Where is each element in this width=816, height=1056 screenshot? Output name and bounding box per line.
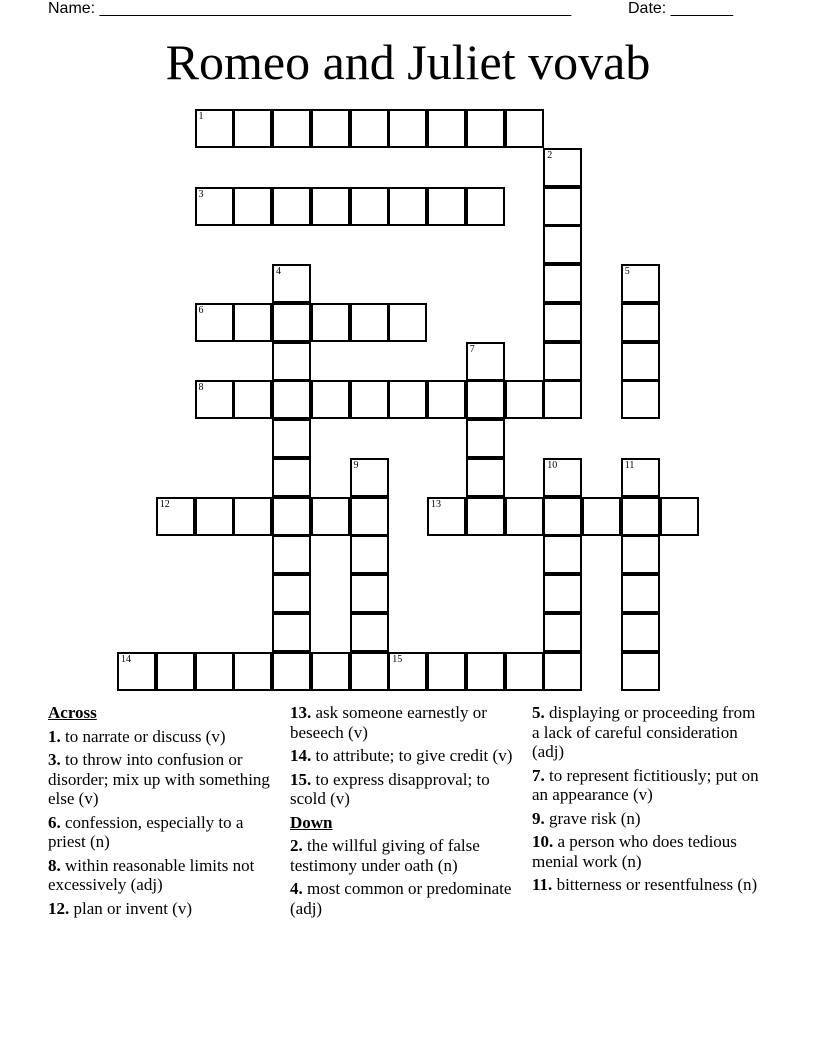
grid-cell[interactable]	[311, 380, 350, 419]
grid-cell[interactable]	[233, 652, 272, 691]
clue-text: to express disapproval; to scold (v)	[290, 769, 490, 808]
grid-cell[interactable]	[311, 187, 350, 226]
date-field-label: Date: _______	[628, 0, 733, 17]
grid-cell[interactable]	[543, 535, 582, 574]
grid-cell[interactable]	[272, 380, 311, 419]
grid-cell[interactable]	[195, 652, 234, 691]
grid-cell[interactable]	[350, 574, 389, 613]
grid-cell[interactable]	[311, 109, 350, 148]
clue-number: 15	[392, 653, 403, 665]
clue-number: 7	[469, 343, 475, 355]
grid-cell[interactable]	[543, 148, 582, 187]
grid-cell[interactable]	[350, 652, 389, 691]
clue-item	[532, 875, 760, 895]
grid-cell[interactable]	[582, 497, 621, 536]
grid-cell[interactable]	[621, 613, 660, 652]
clue-item	[532, 832, 760, 871]
grid-cell[interactable]	[195, 303, 234, 342]
grid-cell[interactable]	[272, 342, 311, 381]
clues-column-2	[290, 703, 518, 922]
grid-cell[interactable]	[543, 264, 582, 303]
section-heading: Across	[48, 703, 97, 722]
grid-cell[interactable]	[543, 497, 582, 536]
clue-item	[532, 766, 760, 805]
grid-cell[interactable]	[388, 652, 427, 691]
grid-cell[interactable]	[117, 652, 156, 691]
clue-item	[532, 703, 760, 762]
clue-text: to narrate or discuss (v)	[60, 726, 226, 746]
grid-cell[interactable]	[233, 109, 272, 148]
clue-text: a person who does tedious menial work (n)	[532, 832, 737, 871]
clue-number-label: 6.	[48, 812, 61, 832]
clue-number: 5	[624, 266, 630, 277]
grid-cell[interactable]	[272, 264, 311, 303]
grid-cell[interactable]	[388, 303, 427, 342]
clue-number-label: 13.	[290, 703, 312, 722]
grid-cell[interactable]	[350, 613, 389, 652]
grid-cell[interactable]	[427, 109, 466, 148]
grid-cell[interactable]	[272, 109, 311, 148]
grid-cell[interactable]	[466, 187, 505, 226]
clue-item	[48, 727, 276, 747]
clue-text: plan or invent (v)	[69, 898, 192, 918]
grid-cell[interactable]	[466, 342, 505, 381]
grid-cell[interactable]	[505, 652, 544, 691]
clue-item	[532, 809, 760, 829]
clue-number: 9	[353, 459, 359, 471]
grid-cell[interactable]	[311, 652, 350, 691]
clue-number-label: 1.	[48, 726, 61, 746]
grid-cell[interactable]	[466, 109, 505, 148]
clue-item	[48, 813, 276, 852]
clue-text: to attribute; to give credit (v)	[311, 746, 513, 765]
clue-text: to represent fictitiously; put on an appearance (v)	[532, 765, 759, 804]
grid-cell[interactable]	[466, 458, 505, 497]
grid-cell[interactable]	[195, 497, 234, 536]
clue-text: ask someone earnestly or beseech (v)	[290, 703, 487, 742]
grid-cell[interactable]	[621, 574, 660, 613]
grid-cell[interactable]	[272, 303, 311, 342]
clue-item	[290, 879, 518, 918]
clue-number: 3	[198, 188, 204, 200]
grid-cell[interactable]	[195, 109, 234, 148]
clue-item	[48, 899, 276, 919]
grid-cell[interactable]	[272, 187, 311, 226]
grid-cell[interactable]	[427, 652, 466, 691]
grid-cell[interactable]	[466, 652, 505, 691]
grid-cell[interactable]	[233, 380, 272, 419]
grid-cell[interactable]	[543, 574, 582, 613]
grid-cell[interactable]	[543, 380, 582, 419]
clue-number: 11	[624, 459, 635, 471]
grid-cell[interactable]	[543, 652, 582, 691]
grid-cell[interactable]	[543, 458, 582, 497]
grid-cell[interactable]	[543, 342, 582, 381]
grid-cell[interactable]	[388, 109, 427, 148]
grid-cell[interactable]	[466, 380, 505, 419]
clue-text: most common or predominate (adj)	[290, 879, 512, 918]
grid-cell[interactable]	[543, 613, 582, 652]
clue-number-label: 7.	[532, 765, 545, 785]
name-field-label: Name: _____________________________________________________	[48, 0, 572, 17]
clue-number: 10	[547, 459, 558, 471]
grid-cell[interactable]	[621, 535, 660, 574]
clue-number-label: 12.	[48, 898, 70, 918]
grid-cell[interactable]	[233, 187, 272, 226]
section-heading: Down	[290, 812, 333, 832]
grid-cell[interactable]	[350, 187, 389, 226]
clue-item	[290, 746, 518, 766]
clue-item	[290, 703, 518, 742]
clue-text: bitterness or resentfulness (n)	[552, 875, 758, 894]
clue-number-label: 10.	[532, 832, 554, 851]
clue-number: 2	[547, 149, 553, 161]
grid-cell[interactable]	[156, 497, 195, 536]
clues-column-3	[532, 703, 760, 899]
clue-number: 6	[198, 304, 204, 316]
clues-column-1	[48, 703, 276, 922]
clue-number-label: 4.	[290, 879, 303, 898]
grid-cell[interactable]	[350, 535, 389, 574]
grid-cell[interactable]	[427, 497, 466, 536]
grid-cell[interactable]	[466, 419, 505, 458]
grid-cell[interactable]	[233, 497, 272, 536]
grid-cell[interactable]	[272, 535, 311, 574]
grid-cell[interactable]	[350, 109, 389, 148]
grid-cell[interactable]	[350, 458, 389, 497]
grid-cell[interactable]	[427, 380, 466, 419]
clue-item	[48, 856, 276, 895]
grid-cell[interactable]	[311, 303, 350, 342]
clue-text: to throw into confusion or disorder; mix up with something else (v)	[48, 750, 270, 808]
grid-cell[interactable]	[427, 187, 466, 226]
clue-number-label: 2.	[290, 836, 303, 855]
clue-number: 1	[198, 111, 204, 122]
clue-number-label: 3.	[48, 750, 61, 769]
clue-item	[48, 750, 276, 809]
clue-text: displaying or proceeding from a lack of careful consideration (adj)	[532, 703, 756, 761]
grid-cell[interactable]	[621, 497, 660, 536]
grid-cell[interactable]	[621, 458, 660, 497]
grid-cell[interactable]	[543, 187, 582, 226]
clue-number: 8	[198, 382, 204, 394]
grid-cell[interactable]	[621, 342, 660, 381]
clue-number-label: 14.	[290, 746, 312, 765]
grid-cell[interactable]	[621, 264, 660, 303]
grid-cell[interactable]	[350, 303, 389, 342]
grid-cell[interactable]	[311, 497, 350, 536]
grid-cell[interactable]	[388, 380, 427, 419]
clue-number-label: 9.	[532, 808, 545, 828]
grid-cell[interactable]	[621, 380, 660, 419]
clue-number: 14	[121, 653, 131, 665]
grid-cell[interactable]	[272, 652, 311, 691]
grid-cell[interactable]	[660, 497, 699, 536]
clue-number: 4	[276, 266, 281, 277]
grid-cell[interactable]	[350, 497, 389, 536]
grid-cell[interactable]	[272, 574, 311, 613]
grid-cell[interactable]	[621, 303, 660, 342]
grid-cell[interactable]	[505, 497, 544, 536]
clue-text: grave risk (n)	[544, 808, 641, 828]
grid-cell[interactable]	[195, 187, 234, 226]
grid-cell[interactable]	[272, 419, 311, 458]
clue-number-label: 15.	[290, 769, 312, 789]
grid-cell[interactable]	[466, 497, 505, 536]
grid-cell[interactable]	[350, 380, 389, 419]
puzzle-title: Romeo and Juliet vovab	[165, 34, 651, 90]
grid-cell[interactable]	[505, 380, 544, 419]
grid-cell[interactable]	[272, 458, 311, 497]
grid-cell[interactable]	[621, 652, 660, 691]
clue-number-label: 8.	[48, 855, 61, 875]
grid-cell[interactable]	[543, 303, 582, 342]
clue-number-label: 5.	[532, 703, 545, 722]
grid-cell[interactable]	[156, 652, 195, 691]
grid-cell[interactable]	[543, 225, 582, 264]
grid-cell[interactable]	[195, 380, 234, 419]
clue-number: 12	[159, 498, 170, 510]
clue-item	[290, 770, 518, 809]
clue-text: confession, especially to a priest (n)	[48, 812, 244, 851]
grid-cell[interactable]	[272, 497, 311, 536]
grid-cell[interactable]	[272, 613, 311, 652]
grid-cell[interactable]	[505, 109, 544, 148]
clue-item	[290, 836, 518, 875]
clue-text: the willful giving of false testimony under oath (n)	[290, 836, 480, 875]
grid-cell[interactable]	[388, 187, 427, 226]
clue-number-label: 11.	[532, 875, 553, 894]
grid-cell[interactable]	[233, 303, 272, 342]
clue-number: 13	[431, 498, 441, 510]
clue-text: within reasonable limits not excessively (adj)	[48, 855, 255, 894]
